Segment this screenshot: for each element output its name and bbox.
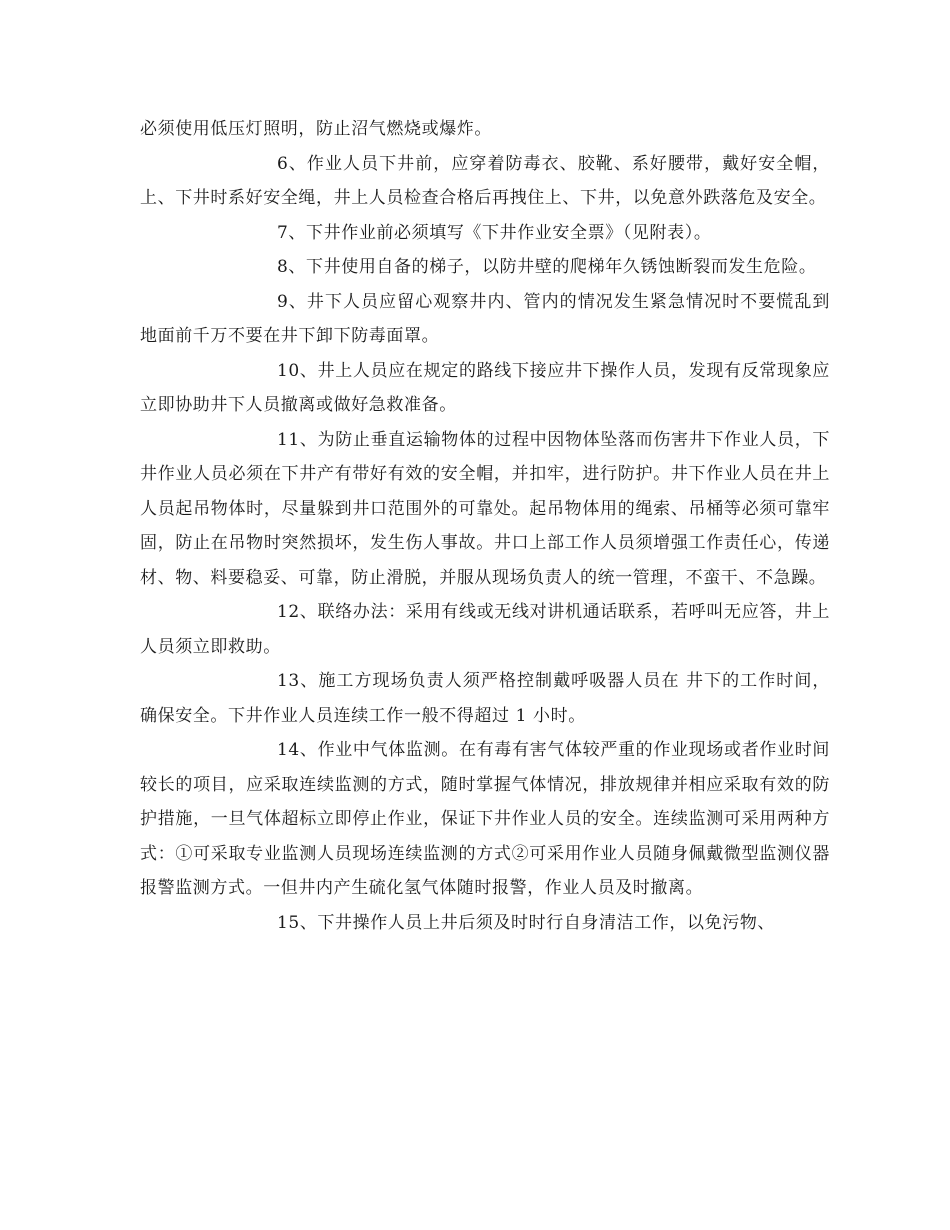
paragraph-item-6: 6、作业人员下井前，应穿着防毒衣、胶靴、系好腰带，戴好安全帽，上、下井时系好安全绳，井上人员检查合格后再拽住上、下井，以免意外跌落危及安全。 xyxy=(140,153,830,208)
document-body xyxy=(140,112,830,940)
paragraph-item-15: 15、下井操作人员上井后须及时时行自身清洁工作，以免污物、 xyxy=(277,912,776,933)
paragraph-item-11: 11、为防止垂直运输物体的过程中因物体坠落而伤害井下作业人员，下井作业人员必须在下井产有带好有效的安全帽，并扣牢，进行防护。井下作业人员在井上人员起吊物体时，尽量躲到井口范围外的可靠处。起吊物体用的绳索、吊桶等必须可靠牢固，防止在吊物时突然损坏，发生伤人事故。井口上部工作人员须增强工作责任心，传递材、物、料要稳妥、可靠，防止滑脱，并服从现场负责人的统一管理，不蛮干、不急躁。 xyxy=(140,429,830,588)
paragraph-continuation: 必须使用低压灯照明，防止沼气燃烧或爆炸。 xyxy=(140,119,492,139)
paragraph-item-10: 10、井上人员应在规定的路线下接应井下操作人员，发现有反常现象应立即协助井下人员撤离或做好急救准备。 xyxy=(140,360,830,415)
paragraph-item-9: 9、井下人员应留心观察井内、管内的情况发生紧急情况时不要慌乱到地面前千万不要在井下卸下防毒面罩。 xyxy=(140,291,830,346)
paragraph-item-13: 13、施工方现场负责人须严格控制戴呼吸器人员在 井下的工作时间，确保安全。下井作业人员连续工作一般不得超过 1 小时。 xyxy=(140,671,830,726)
paragraph-item-8: 8、下井使用自备的梯子，以防井壁的爬梯年久锈蚀断裂而发生危险。 xyxy=(277,257,817,277)
paragraph-item-12: 12、联络办法：采用有线或无线对讲机通话联系，若呼叫无应答，井上人员须立即救助。 xyxy=(140,602,830,657)
paragraph-item-7: 7、下井作业前必须填写《下井作业安全票》（见附表）。 xyxy=(277,222,712,243)
paragraph-item-14: 14、作业中气体监测。在有毒有害气体较严重的作业现场或者作业时间较长的项目，应采取连续监测的方式，随时掌握气体情况，排放规律并相应采取有效的防护措施，一旦气体超标立即停止作业，保证下井作业人员的安全。连续监测可采用两种方式：①可采取专业监测人员现场连续监测的方式②可采用作业人员随身佩戴微型监测仪器报警监测方式。一但井内产生硫化氢气体随时报警，作业人员及时撤离。 xyxy=(140,740,830,898)
